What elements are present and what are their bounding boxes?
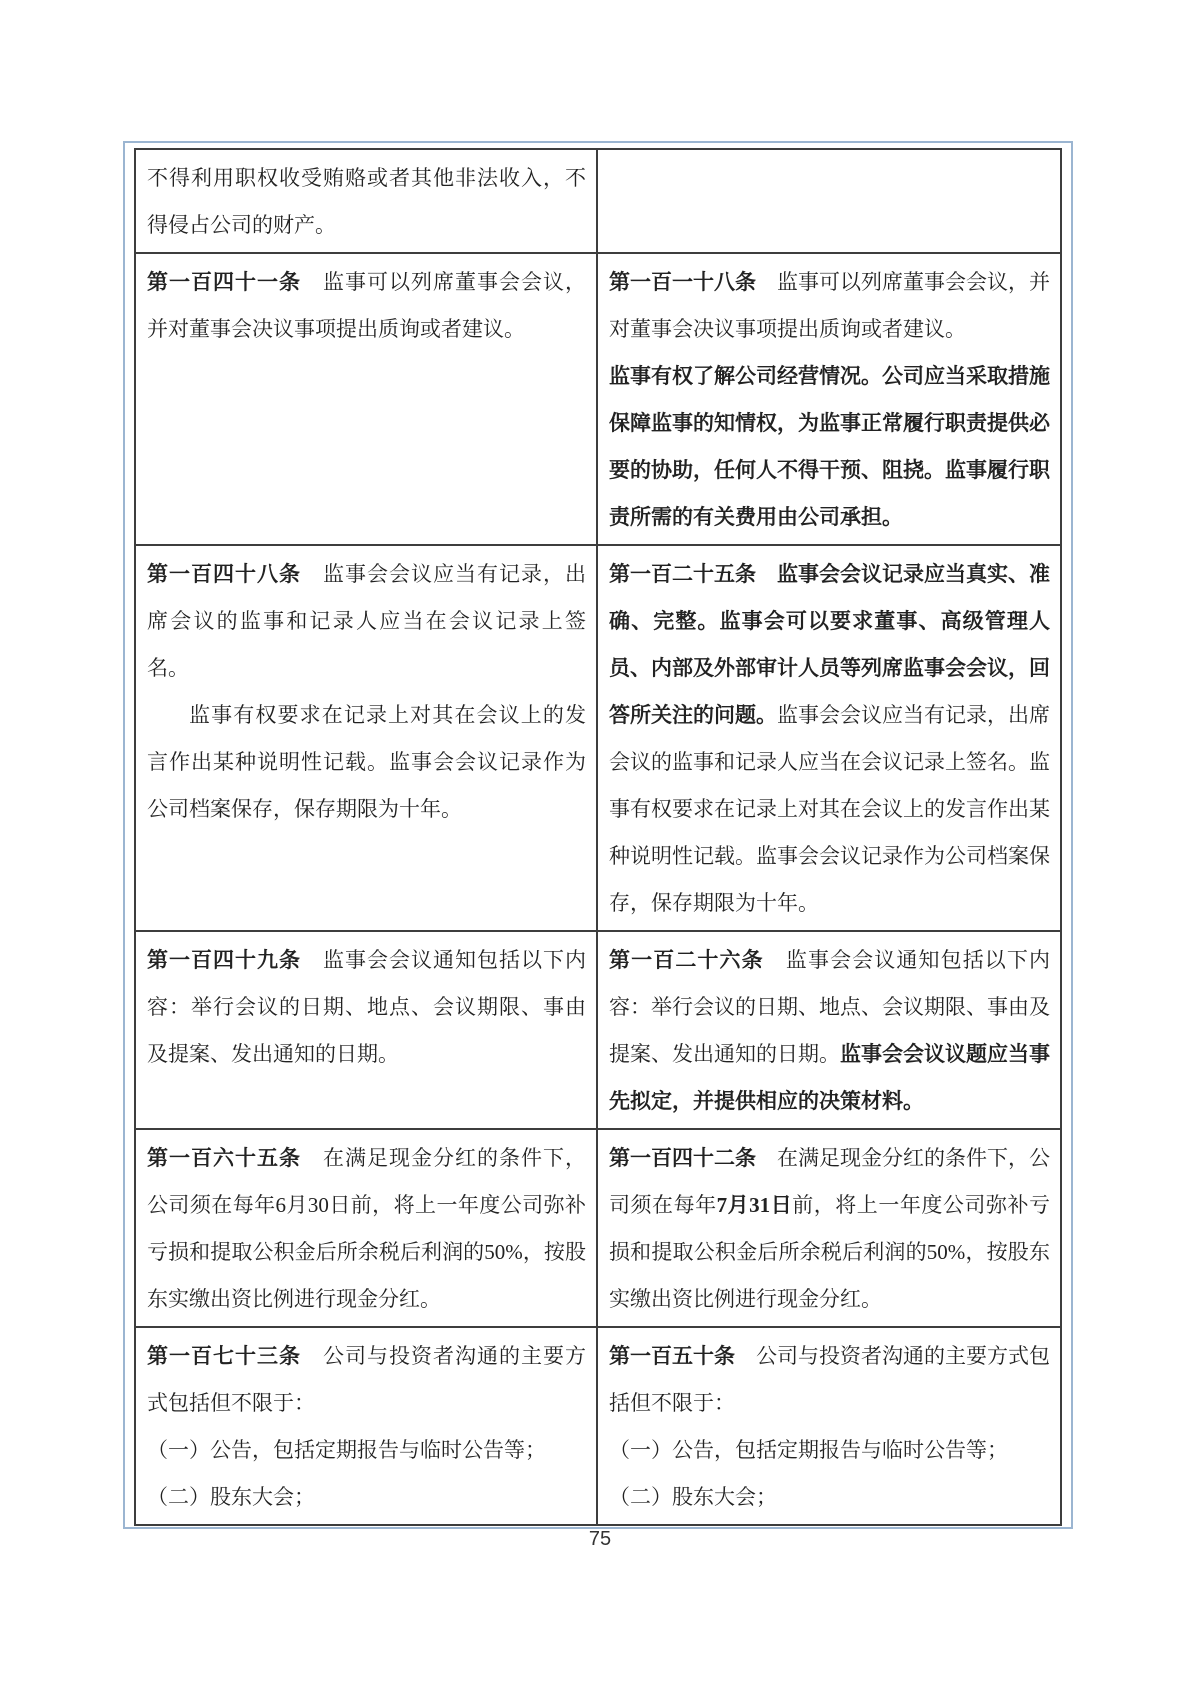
table-row <box>136 544 1060 930</box>
bold-text-run: 7月31日 <box>716 1193 793 1217</box>
paragraph <box>609 937 1050 1125</box>
bold-text-run: 监事有权了解公司经营情况。公司应当采取措施保障监事的知情权，为监事正常履行职责提供必要的协助，任何人不得干预、阻挠。监事履行职责所需的有关费用由公司承担。 <box>609 364 1050 529</box>
text-run: 监事可以列席董事会会议，并对董事会决议事项提出质询或者建议。 <box>147 270 586 341</box>
text-run: （一）公告，包括定期报告与临时公告等； <box>147 1438 546 1462</box>
table-cell-right <box>598 254 1060 544</box>
table-cell-left <box>136 150 598 252</box>
table-cell-left <box>136 546 598 930</box>
bold-text-run: 第一百七十三条 <box>147 1344 301 1368</box>
text-run: 不得利用职权收受贿赂或者其他非法收入，不得侵占公司的财产。 <box>147 166 586 237</box>
text-run <box>756 562 777 586</box>
text-run: 在满足现金分红的条件下，公司须在每年 <box>609 1146 1050 1217</box>
paragraph <box>147 1135 586 1323</box>
text-run: 公司与投资者沟通的主要方式包括但不限于： <box>609 1344 1050 1415</box>
page-number: 75 <box>588 1528 612 1550</box>
text-run: （一）公告，包括定期报告与临时公告等； <box>609 1438 1008 1462</box>
table-cell-right <box>598 1328 1060 1524</box>
table-cell-right <box>598 1130 1060 1326</box>
paragraph <box>147 1333 586 1427</box>
paragraph <box>609 353 1050 541</box>
table-row <box>136 252 1060 544</box>
bold-text-run: 第一百二十六条 <box>609 948 764 972</box>
paragraph <box>609 551 1050 927</box>
bold-text-run: 监事会会议议题应当事先拟定，并提供相应的决策材料。 <box>609 1042 1050 1113</box>
table-cell-right <box>598 932 1060 1128</box>
text-run: 监事会会议应当有记录，出席会议的监事和记录人应当在会议记录上签名。监事有权要求在记录上对其在会议上的发言作出某种说明性记载。监事会会议记录作为公司档案保存，保存期限为十年。 <box>609 703 1050 915</box>
bold-text-run: 第一百四十二条 <box>609 1146 756 1170</box>
table-cell-left <box>136 1328 598 1524</box>
table-row <box>136 1128 1060 1326</box>
text-run: 在满足现金分红的条件下，公司须在每年6月30日前，将上一年度公司弥补亏损和提取公积金后所余税后利润的50%，按股东实缴出资比例进行现金分红。 <box>147 1146 586 1311</box>
paragraph <box>609 1474 1050 1521</box>
paragraph <box>147 692 586 833</box>
bold-text-run: 第一百五十条 <box>609 1344 735 1368</box>
paragraph <box>147 937 586 1078</box>
bold-text-run: 第一百二十五条 <box>609 562 756 586</box>
text-run: 监事有权要求在记录上对其在会议上的发言作出某种说明性记载。监事会会议记录作为公司档案保存，保存期限为十年。 <box>147 703 586 821</box>
text-run: （二）股东大会； <box>609 1485 777 1509</box>
table-cell-left <box>136 932 598 1128</box>
bold-text-run: 第一百四十九条 <box>147 948 301 972</box>
bold-text-run: 第一百四十八条 <box>147 562 301 586</box>
table-cell-right <box>598 150 1060 252</box>
text-run: 监事会会议应当有记录，出席会议的监事和记录人应当在会议记录上签名。 <box>147 562 586 680</box>
paragraph <box>609 1333 1050 1427</box>
comparison-table <box>134 148 1062 1526</box>
table-row <box>136 930 1060 1128</box>
paragraph <box>609 1135 1050 1323</box>
table-cell-left <box>136 1130 598 1326</box>
text-run: 前，将上一年度公司弥补亏损和提取公积金后所余税后利润的50%，按股东实缴出资比例进行现金分红。 <box>609 1193 1051 1311</box>
bold-text-run: 第一百六十五条 <box>147 1146 301 1170</box>
table-row <box>136 150 1060 252</box>
paragraph <box>147 551 586 692</box>
table-cell-left <box>136 254 598 544</box>
table-cell-right <box>598 546 1060 930</box>
text-run: （二）股东大会； <box>147 1485 315 1509</box>
paragraph <box>147 155 586 249</box>
table-row <box>136 1326 1060 1524</box>
paragraph <box>147 1474 586 1521</box>
text-run: 监事会会议通知包括以下内容：举行会议的日期、地点、会议期限、事由及提案、发出通知的日期。 <box>147 948 586 1066</box>
paragraph <box>609 1427 1050 1474</box>
bold-text-run: 第一百四十一条 <box>147 270 301 294</box>
text-run: 公司与投资者沟通的主要方式包括但不限于： <box>147 1344 586 1415</box>
document-page-frame <box>123 141 1073 1529</box>
paragraph <box>147 259 586 353</box>
paragraph <box>609 259 1050 353</box>
paragraph <box>147 1427 586 1474</box>
text-run: 监事可以列席董事会会议，并对董事会决议事项提出质询或者建议。 <box>609 270 1050 341</box>
text-run: 监事会会议通知包括以下内容：举行会议的日期、地点、会议期限、事由及提案、发出通知的日期。 <box>609 948 1051 1066</box>
bold-text-run: 第一百一十八条 <box>609 270 756 294</box>
bold-text-run: 监事会会议记录应当真实、准确、完整。监事会可以要求董事、高级管理人员、内部及外部审计人员等列席监事会会议，回答所关注的问题。 <box>609 562 1050 727</box>
